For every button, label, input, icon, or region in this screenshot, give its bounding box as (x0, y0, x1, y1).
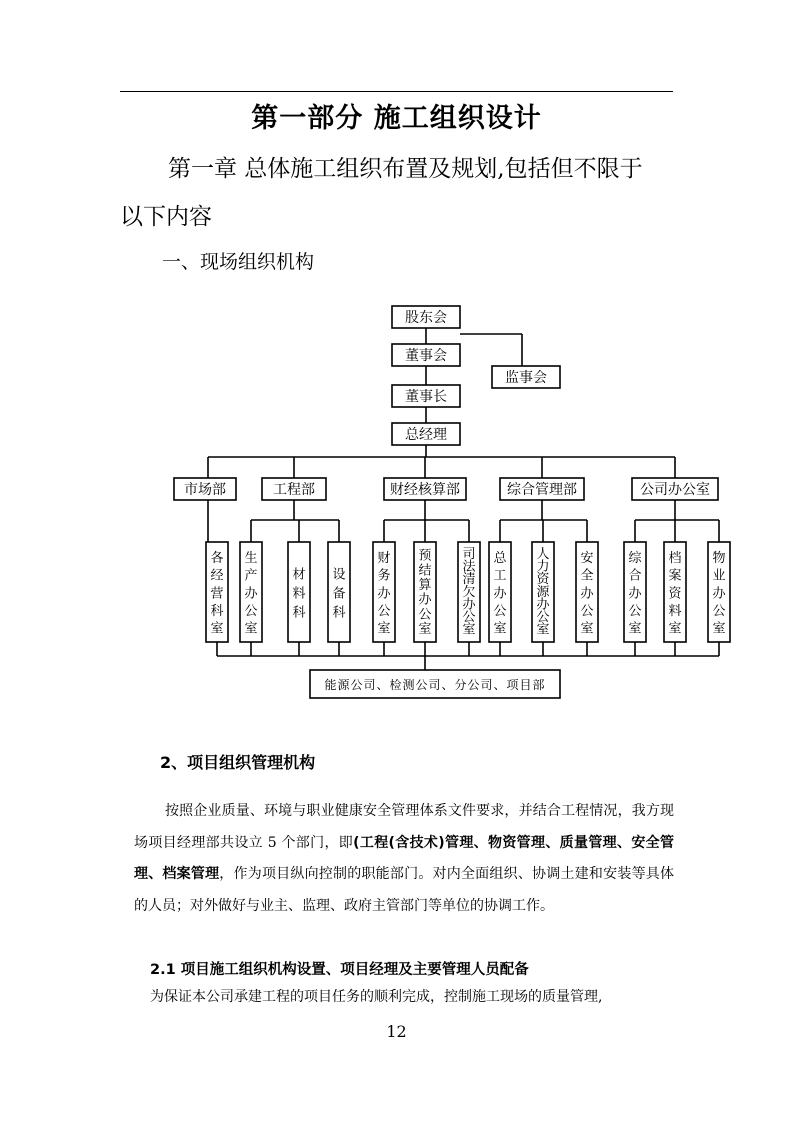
office-3-3-char: 法 (462, 559, 476, 575)
office-4-3-char: 室 (580, 621, 594, 637)
office-1-1-char: 各 (210, 551, 224, 567)
general-manager-label: 总经理 (405, 427, 447, 443)
office-3-3-char: 公 (462, 609, 476, 625)
office-5-2-char: 档 (668, 551, 682, 567)
office-2-2-char: 科 (292, 605, 306, 621)
office-3-1-char: 室 (377, 621, 391, 637)
subsidiaries-label: 能源公司、检测公司、分公司、项目部 (324, 678, 546, 692)
office-2-1-char: 室 (244, 621, 258, 637)
supervisors-label: 监事会 (505, 370, 547, 386)
office-5-2-char: 室 (668, 621, 682, 637)
department-2-label: 工程部 (273, 482, 315, 498)
board-label: 董事会 (405, 348, 447, 364)
paragraph-text-a: 按照企业质量、环境与职业健康安全管理体系文件要求，并结合工程情况，我方现场项目经理部共设立 5 个部门，即 (134, 803, 674, 851)
office-3-3-char: 欠 (462, 584, 476, 600)
office-3-2-char: 结 (418, 563, 432, 579)
office-3-2-char: 预 (418, 548, 432, 564)
office-2-1-char: 产 (244, 568, 258, 584)
office-4-2-char: 源 (536, 584, 550, 600)
office-3-3-char: 室 (462, 622, 476, 638)
office-3-2-char: 公 (418, 607, 432, 623)
office-2-2-char: 材 (292, 567, 306, 583)
chapter-title-line2: 以下内容 (120, 204, 212, 230)
page-number: 12 (386, 1022, 407, 1041)
office-4-2-char: 资 (536, 572, 550, 588)
office-2-1-char: 办 (244, 586, 258, 602)
office-5-1-char: 公 (628, 603, 642, 619)
office-1-1-char: 经 (210, 568, 224, 584)
office-4-2-char: 办 (536, 597, 550, 613)
office-5-2-char: 案 (668, 568, 682, 584)
office-3-3-char: 办 (462, 597, 476, 613)
chairman-label: 董事长 (405, 389, 447, 405)
paragraph-text-b: ，作为项目纵向控制的职能部门。对内全面组织、协调土建和安装等具体的人员；对外做好与业主、监理、政府主管部门等单位的协调工作。 (134, 866, 674, 914)
page-title: 第一部分 施工组织设计 (251, 103, 542, 134)
paragraph-last-line: 为保证本公司承建工程的项目任务的顺利完成，控制施工现场的质量管理, (150, 989, 603, 1005)
office-2-1-char: 公 (244, 603, 258, 619)
office-1-1-char: 室 (210, 621, 224, 637)
section-heading-project-management: 2、项目组织管理机构 (160, 753, 316, 772)
office-2-3-char: 设 (332, 567, 346, 583)
office-5-3-char: 业 (712, 568, 726, 584)
office-3-1-char: 务 (377, 568, 391, 584)
body-paragraph (134, 796, 674, 922)
org-chart (170, 292, 755, 722)
office-3-1-char: 公 (377, 603, 391, 619)
office-5-3-char: 办 (712, 586, 726, 602)
office-4-3-char: 公 (580, 603, 594, 619)
office-2-3-char: 科 (332, 605, 346, 621)
office-4-1-char: 总 (493, 551, 507, 567)
office-4-2-char: 公 (536, 609, 550, 625)
org-chart-canvas (170, 292, 755, 722)
office-2-3-char: 备 (332, 586, 346, 602)
office-4-2-char: 室 (536, 622, 550, 638)
office-1-1-char: 科 (210, 603, 224, 619)
office-3-2-char: 算 (418, 578, 432, 594)
subsection-heading-2-1: 2.1 项目施工组织机构设置、项目经理及主要管理人员配备 (150, 962, 529, 978)
office-3-3-char: 清 (462, 572, 476, 588)
office-5-2-char: 资 (668, 586, 682, 602)
office-4-2-char: 力 (536, 559, 550, 575)
department-3-label: 财经核算部 (390, 482, 460, 498)
header-rule (120, 91, 673, 92)
office-1-1-char: 营 (210, 586, 224, 602)
department-4-label: 综合管理部 (507, 482, 577, 498)
shareholders-label: 股东会 (405, 310, 447, 326)
office-4-1-char: 室 (493, 621, 507, 637)
office-5-3-char: 室 (712, 621, 726, 637)
office-3-2-char: 办 (418, 592, 432, 608)
office-4-3-char: 安 (580, 551, 594, 567)
office-2-1-char: 生 (244, 551, 258, 567)
section-heading-site-organization: 一、现场组织机构 (162, 251, 315, 273)
chapter-title-line1: 第一章 总体施工组织布置及规划,包括但不限于 (168, 156, 643, 182)
office-5-2-char: 料 (668, 603, 682, 619)
office-3-2-char: 室 (418, 622, 432, 638)
office-5-1-char: 室 (628, 621, 642, 637)
office-5-1-char: 合 (628, 568, 642, 584)
office-5-3-char: 物 (712, 551, 726, 567)
office-5-1-char: 综 (628, 551, 642, 567)
office-5-1-char: 办 (628, 586, 642, 602)
office-4-3-char: 全 (580, 568, 594, 584)
office-4-1-char: 工 (493, 568, 507, 584)
office-4-1-char: 办 (493, 586, 507, 602)
office-4-1-char: 公 (493, 603, 507, 619)
paragraph-bold-departments: (工程(含技术)管理、物资管理、质量管理、安全管理、档案管理 (134, 834, 674, 882)
office-4-2-char: 人 (536, 547, 550, 563)
department-1-label: 市场部 (184, 482, 226, 498)
office-2-2-char: 料 (292, 586, 306, 602)
office-4-3-char: 办 (580, 586, 594, 602)
office-3-1-char: 财 (377, 551, 391, 567)
office-3-1-char: 办 (377, 586, 391, 602)
department-5-label: 公司办公室 (640, 482, 710, 498)
office-5-3-char: 公 (712, 603, 726, 619)
office-3-3-char: 司 (462, 547, 476, 563)
